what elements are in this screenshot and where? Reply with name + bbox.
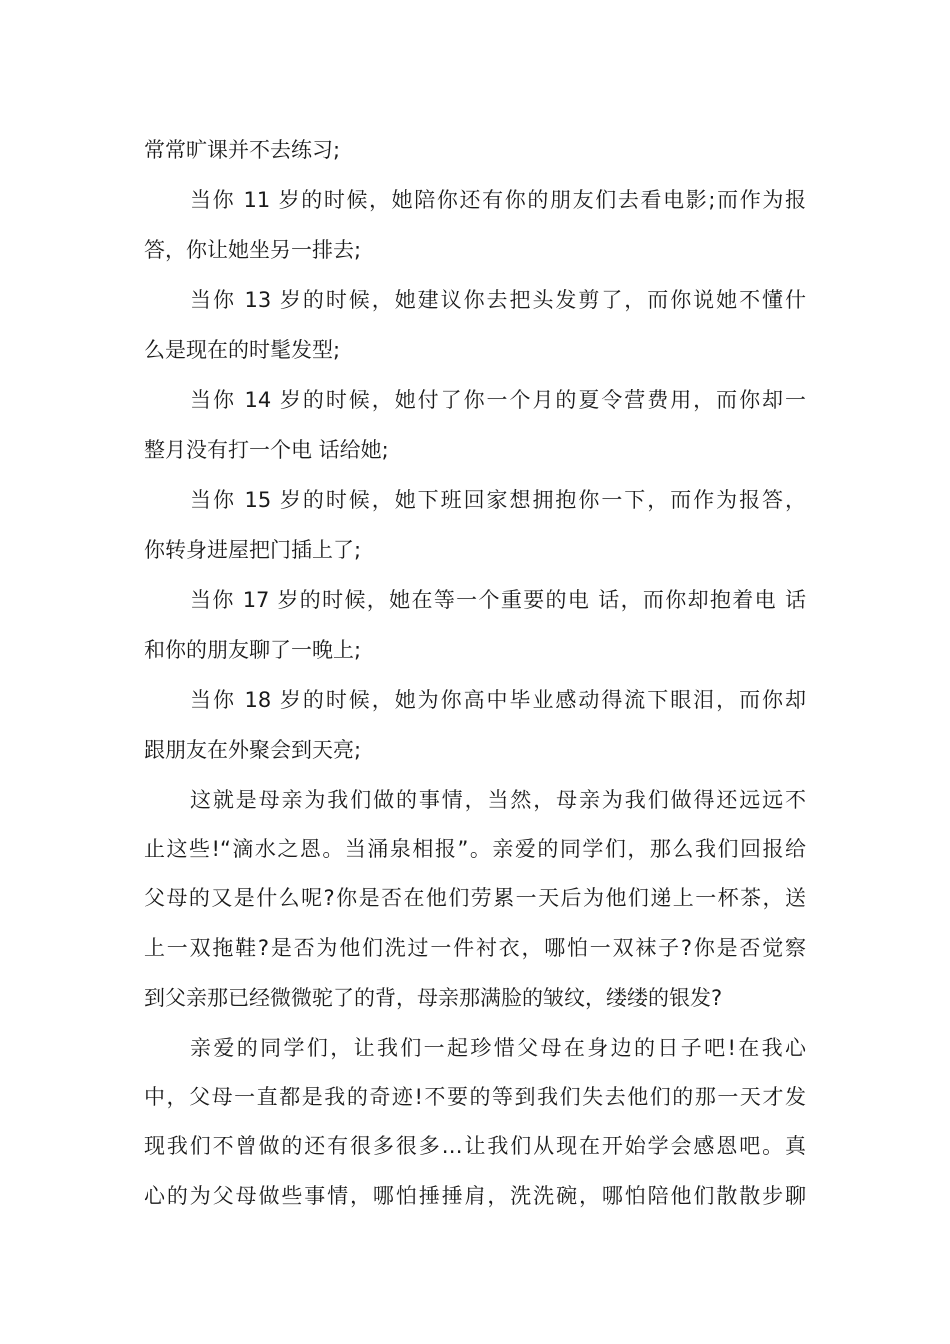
text-line: 中，父母一直都是我的奇迹!不要的等到我们失去他们的那一天才发 — [144, 1085, 806, 1109]
text-line: 这就是母亲为我们做的事情，当然，母亲为我们做得还远远不 — [190, 788, 806, 812]
text-line: 到父亲那已经微微驼了的背，母亲那满脸的皱纹，缕缕的银发? — [144, 986, 723, 1010]
text-line: 上一双拖鞋?是否为他们洗过一件衬衣，哪怕一双袜子?你是否觉察 — [144, 936, 806, 960]
text-line: 你转身进屋把门插上了; — [144, 538, 362, 562]
text-line: 心的为父母做些事情，哪怕捶捶肩，洗洗碗，哪怕陪他们散散步聊 — [144, 1184, 806, 1208]
text-line: 止这些!“滴水之恩。当涌泉相报”。亲爱的同学们，那么我们回报给 — [144, 837, 806, 861]
text-line: 当你 11 岁的时候，她陪你还有你的朋友们去看电影;而作为报 — [190, 188, 806, 212]
text-line: 当你 17 岁的时候，她在等一个重要的电 话，而你却抱着电 话 — [190, 588, 806, 612]
text-line: 当你 18 岁的时候，她为你高中毕业感动得流下眼泪，而你却 — [190, 688, 806, 712]
text-line: 当你 14 岁的时候，她付了你一个月的夏令营费用，而你却一 — [190, 388, 806, 412]
text-line: 父母的又是什么呢?你是否在他们劳累一天后为他们递上一杯茶，送 — [144, 886, 806, 910]
text-line: 跟朋友在外聚会到天亮; — [144, 738, 362, 762]
text-line: 亲爱的同学们，让我们一起珍惜父母在身边的日子吧!在我心 — [190, 1036, 806, 1060]
text-line: 当你 15 岁的时候，她下班回家想拥抱你一下，而作为报答， — [190, 488, 806, 512]
text-line: 当你 13 岁的时候，她建议你去把头发剪了，而你说她不懂什 — [190, 288, 806, 312]
text-line: 常常旷课并不去练习; — [144, 138, 341, 162]
text-line: 整月没有打一个电 话给她; — [144, 438, 389, 462]
text-line: 么是现在的时髦发型; — [144, 338, 341, 362]
text-line: 和你的朋友聊了一晚上; — [144, 638, 362, 662]
text-line: 答，你让她坐另一排去; — [144, 238, 362, 262]
text-line: 现我们不曾做的还有很多很多…让我们从现在开始学会感恩吧。真 — [144, 1134, 806, 1158]
